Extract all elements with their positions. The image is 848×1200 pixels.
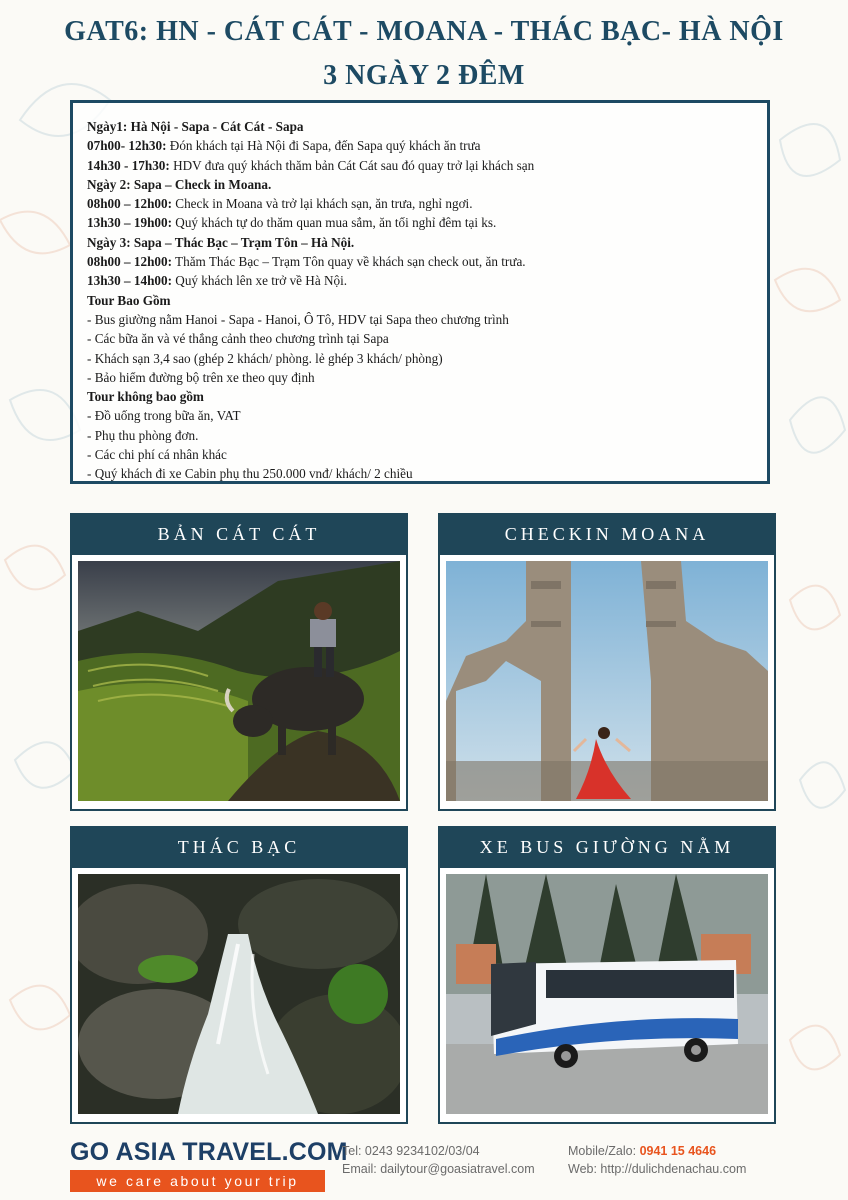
itinerary-line-heading: Ngày1: Hà Nội - Sapa - Cát Cát - Sapa (87, 119, 304, 134)
itinerary-line (87, 426, 767, 445)
card-frame (438, 555, 776, 811)
card-frame (438, 868, 776, 1124)
itinerary-line-heading: 14h30 - 17h30: (87, 157, 170, 173)
itinerary-line-heading: 13h30 – 14h00: (87, 273, 172, 289)
company-logo: GO ASIA TRAVEL.COM (70, 1138, 348, 1166)
card-thac-bac (70, 826, 408, 1124)
footer (0, 1132, 848, 1200)
moana-gate-photo (446, 561, 768, 801)
itinerary-line-text: - Phụ thu phòng đơn. (87, 427, 199, 443)
waterfall-photo (78, 874, 400, 1114)
itinerary-line-text: Check in Moana và trở lại khách sạn, ăn trưa, nghỉ ngơi. (172, 196, 473, 212)
itinerary-line (87, 349, 767, 368)
card-frame (70, 555, 408, 811)
itinerary-line-heading: Ngày 2: Sapa – Check in Moana. (87, 176, 272, 192)
itinerary-line-heading: 07h00- 12h30: (87, 138, 167, 154)
itinerary-line-text: HDV đưa quý khách thăm bản Cát Cát sau đó quay trở lại khách sạn (169, 157, 535, 173)
logo-tagline: we care about your trip (70, 1170, 325, 1192)
card-title: BẢN CÁT CÁT (70, 513, 408, 555)
itinerary-line (87, 175, 767, 194)
itinerary-line-text: - Khách sạn 3,4 sao (ghép 2 khách/ phòng. lẻ ghép 3 khách/ phòng) (87, 350, 443, 366)
itinerary-line-heading: 08h00 – 12h00: (87, 196, 172, 212)
itinerary-line-text: - Các bữa ăn và vé thắng cảnh theo chương trình tại Sapa (87, 331, 389, 347)
itinerary-line-text: - Bảo hiểm đường bộ trên xe theo quy định (87, 369, 315, 385)
itinerary-line (87, 368, 767, 387)
page-subtitle: 3 NGÀY 2 ĐÊM (323, 60, 525, 91)
sleeper-bus-photo (446, 874, 768, 1114)
itinerary-box (70, 100, 770, 484)
page-title: GAT6: HN - CÁT CÁT - MOANA - THÁC BẠC- HÀ NỘI (64, 16, 784, 47)
itinerary-line (87, 233, 767, 252)
itinerary-line-heading: 08h00 – 12h00: (87, 254, 172, 270)
itinerary-line-heading: Tour không bao gồm (87, 389, 204, 405)
website-link[interactable]: Web: http://dulichdenachau.com (568, 1162, 747, 1176)
itinerary-line-text: Thăm Thác Bạc – Trạm Tôn quay về khách sạn check out, ăn trưa. (172, 254, 526, 270)
itinerary-line (87, 136, 767, 155)
card-title: THÁC BẠC (70, 826, 408, 868)
itinerary-line (87, 252, 767, 271)
itinerary-line (87, 291, 767, 310)
itinerary-line-text: Quý khách tự do thăm quan mua sắm, ăn tối nghỉ đêm tại ks. (172, 215, 497, 231)
itinerary-line (87, 329, 767, 348)
buffalo-rice-terrace-photo (78, 561, 400, 801)
itinerary-line-text: - Bus giường nằm Hanoi - Sapa - Hanoi, Ô Tô, HDV tại Sapa theo chương trình (87, 311, 509, 327)
card-frame (70, 868, 408, 1124)
email-link[interactable]: Email: dailytour@goasiatravel.com (342, 1162, 535, 1176)
itinerary-line (87, 387, 767, 406)
itinerary-line (87, 310, 767, 329)
itinerary-line (87, 406, 767, 425)
itinerary-line (87, 194, 767, 213)
card-xe-bus (438, 826, 776, 1124)
card-title: CHECKIN MOANA (438, 513, 776, 555)
card-ban-cat-cat (70, 513, 408, 811)
itinerary-line-text: Quý khách lên xe trở về Hà Nội. (172, 273, 348, 289)
itinerary-line-text: - Đồ uống trong bữa ăn, VAT (87, 408, 241, 424)
itinerary-line-heading: 13h30 – 19h00: (87, 215, 172, 231)
tel-text: Tel: 0243 9234102/03/04 (342, 1144, 480, 1158)
itinerary-line (87, 213, 767, 232)
itinerary-line-heading: Tour Bao Gồm (87, 292, 171, 308)
itinerary-line (87, 156, 767, 175)
card-checkin-moana (438, 513, 776, 811)
itinerary-line (87, 445, 767, 464)
card-title: XE BUS GIƯỜNG NẰM (438, 826, 776, 868)
itinerary-line-text: Đón khách tại Hà Nội đi Sapa, đến Sapa quý khách ăn trưa (166, 138, 481, 154)
mobile-text: Mobile/Zalo: 0941 15 4646 (568, 1144, 717, 1158)
itinerary-line (87, 464, 767, 483)
itinerary-line (87, 271, 767, 290)
itinerary-line (87, 117, 767, 136)
itinerary-line-heading: Ngày 3: Sapa – Thác Bạc – Trạm Tôn – Hà Nội. (87, 234, 355, 250)
itinerary-line-text: - Quý khách đi xe Cabin phụ thu 250.000 vnđ/ khách/ 2 chiều (87, 466, 413, 482)
itinerary-line-text: - Các chi phí cá nhân khác (87, 447, 227, 463)
